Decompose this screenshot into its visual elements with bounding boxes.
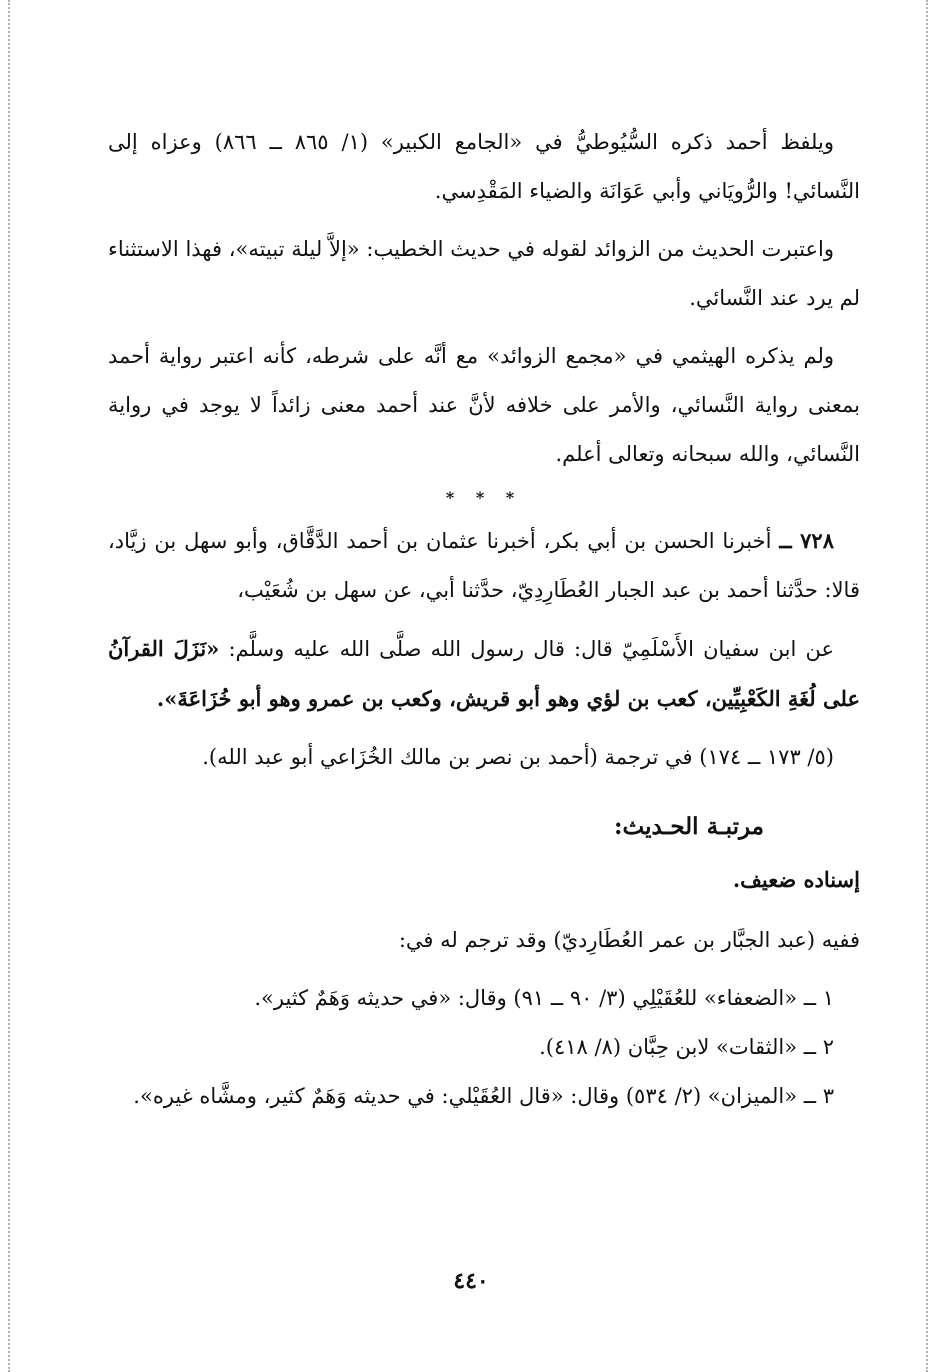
source-item-1: ١ ــ «الضعفاء» للعُقَيْلِي (٣/ ٩٠ ــ ٩١) وقال: «في حديثه وَهَمٌ كثير». (254, 986, 834, 1010)
hadith-narrator: عن ابن سفيان الأَسْلَمِيّ قال: قال رسول الله صلَّى الله عليه وسلَّم: (228, 637, 834, 661)
hadith-matn: «نَزَلَ القرآنُ على لُغَةِ الكَعْبِيِّين، كعب بن لؤي وهو أبو قريش، وكعب بن عمرو وهو أبو خُزَاعَةَ». (108, 636, 860, 711)
source-item-2: ٢ ــ «الثقات» لابن حِبَّان (٨/ ٤١٨). (539, 1035, 834, 1059)
source-item-3: ٣ ــ «الميزان» (٢/ ٥٣٤) وقال: «قال العُقَيْلي: في حديثه وَهَمٌ كثير، ومشَّاه غيره». (133, 1084, 834, 1108)
hadith-number: ٧٢٨ ــ (779, 528, 834, 553)
grading-intro: ففيه (عبد الجبَّار بن عمر العُطَارِديّ) وقد ترجم له في: (398, 928, 860, 952)
page-number: ٤٤٠ (453, 1268, 489, 1294)
hadith-isnad (108, 516, 860, 615)
page-body (108, 118, 860, 1121)
paragraph-suyuti: ويلفظ أحمد ذكره السُّيُوطيُّ في «الجامع الكبير» (١/ ٨٦٥ ــ ٨٦٦) وعزاه إلى النَّسائي! والرُّويَاني وأبي عَوَانَة والضياء المَقْدِسي. (108, 130, 860, 203)
scan-edge-left (8, 0, 10, 1372)
hadith-isnad-text: أخبرنا الحسن بن أبي بكر، أخبرنا عثمان بن أحمد الدَّقَّاق، وأبو سهل بن زيَّاد، قالا: حدَّثنا أحمد بن عبد الجبار العُطَارِدِيّ، حدَّثنا أبي، عن سهل بن شُعَيْب، (108, 529, 860, 602)
grading-heading: مرتبـة الحـديث: (614, 813, 764, 840)
hadith-reference: (٥/ ١٧٣ ــ ١٧٤) في ترجمة (أحمد بن نصر بن مالك الخُزَاعي أبو عبد الله). (202, 745, 834, 769)
paragraph-haythami: ولم يذكره الهيثمي في «مجمع الزوائد» مع أنَّه على شرطه، كأنه اعتبر رواية أحمد بمعنى رواية النَّسائي، والأمر على خلافه لأنَّ عند أحمد معنى زائداً لا يوجد في رواية النَّسائي، والله سبحانه وتعالى أعلم. (108, 344, 860, 466)
hadith-text (108, 624, 860, 724)
paragraph-zawaid: واعتبرت الحديث من الزوائد لقوله في حديث الخطيب: «إلاَّ ليلة تبيته»، فهذا الاستثناء لم يرد عند النَّسائي. (108, 237, 860, 310)
grading-verdict: إسناده ضعيف. (732, 867, 860, 892)
section-separator: * * * (445, 488, 523, 507)
scan-edge-right (926, 0, 928, 1372)
